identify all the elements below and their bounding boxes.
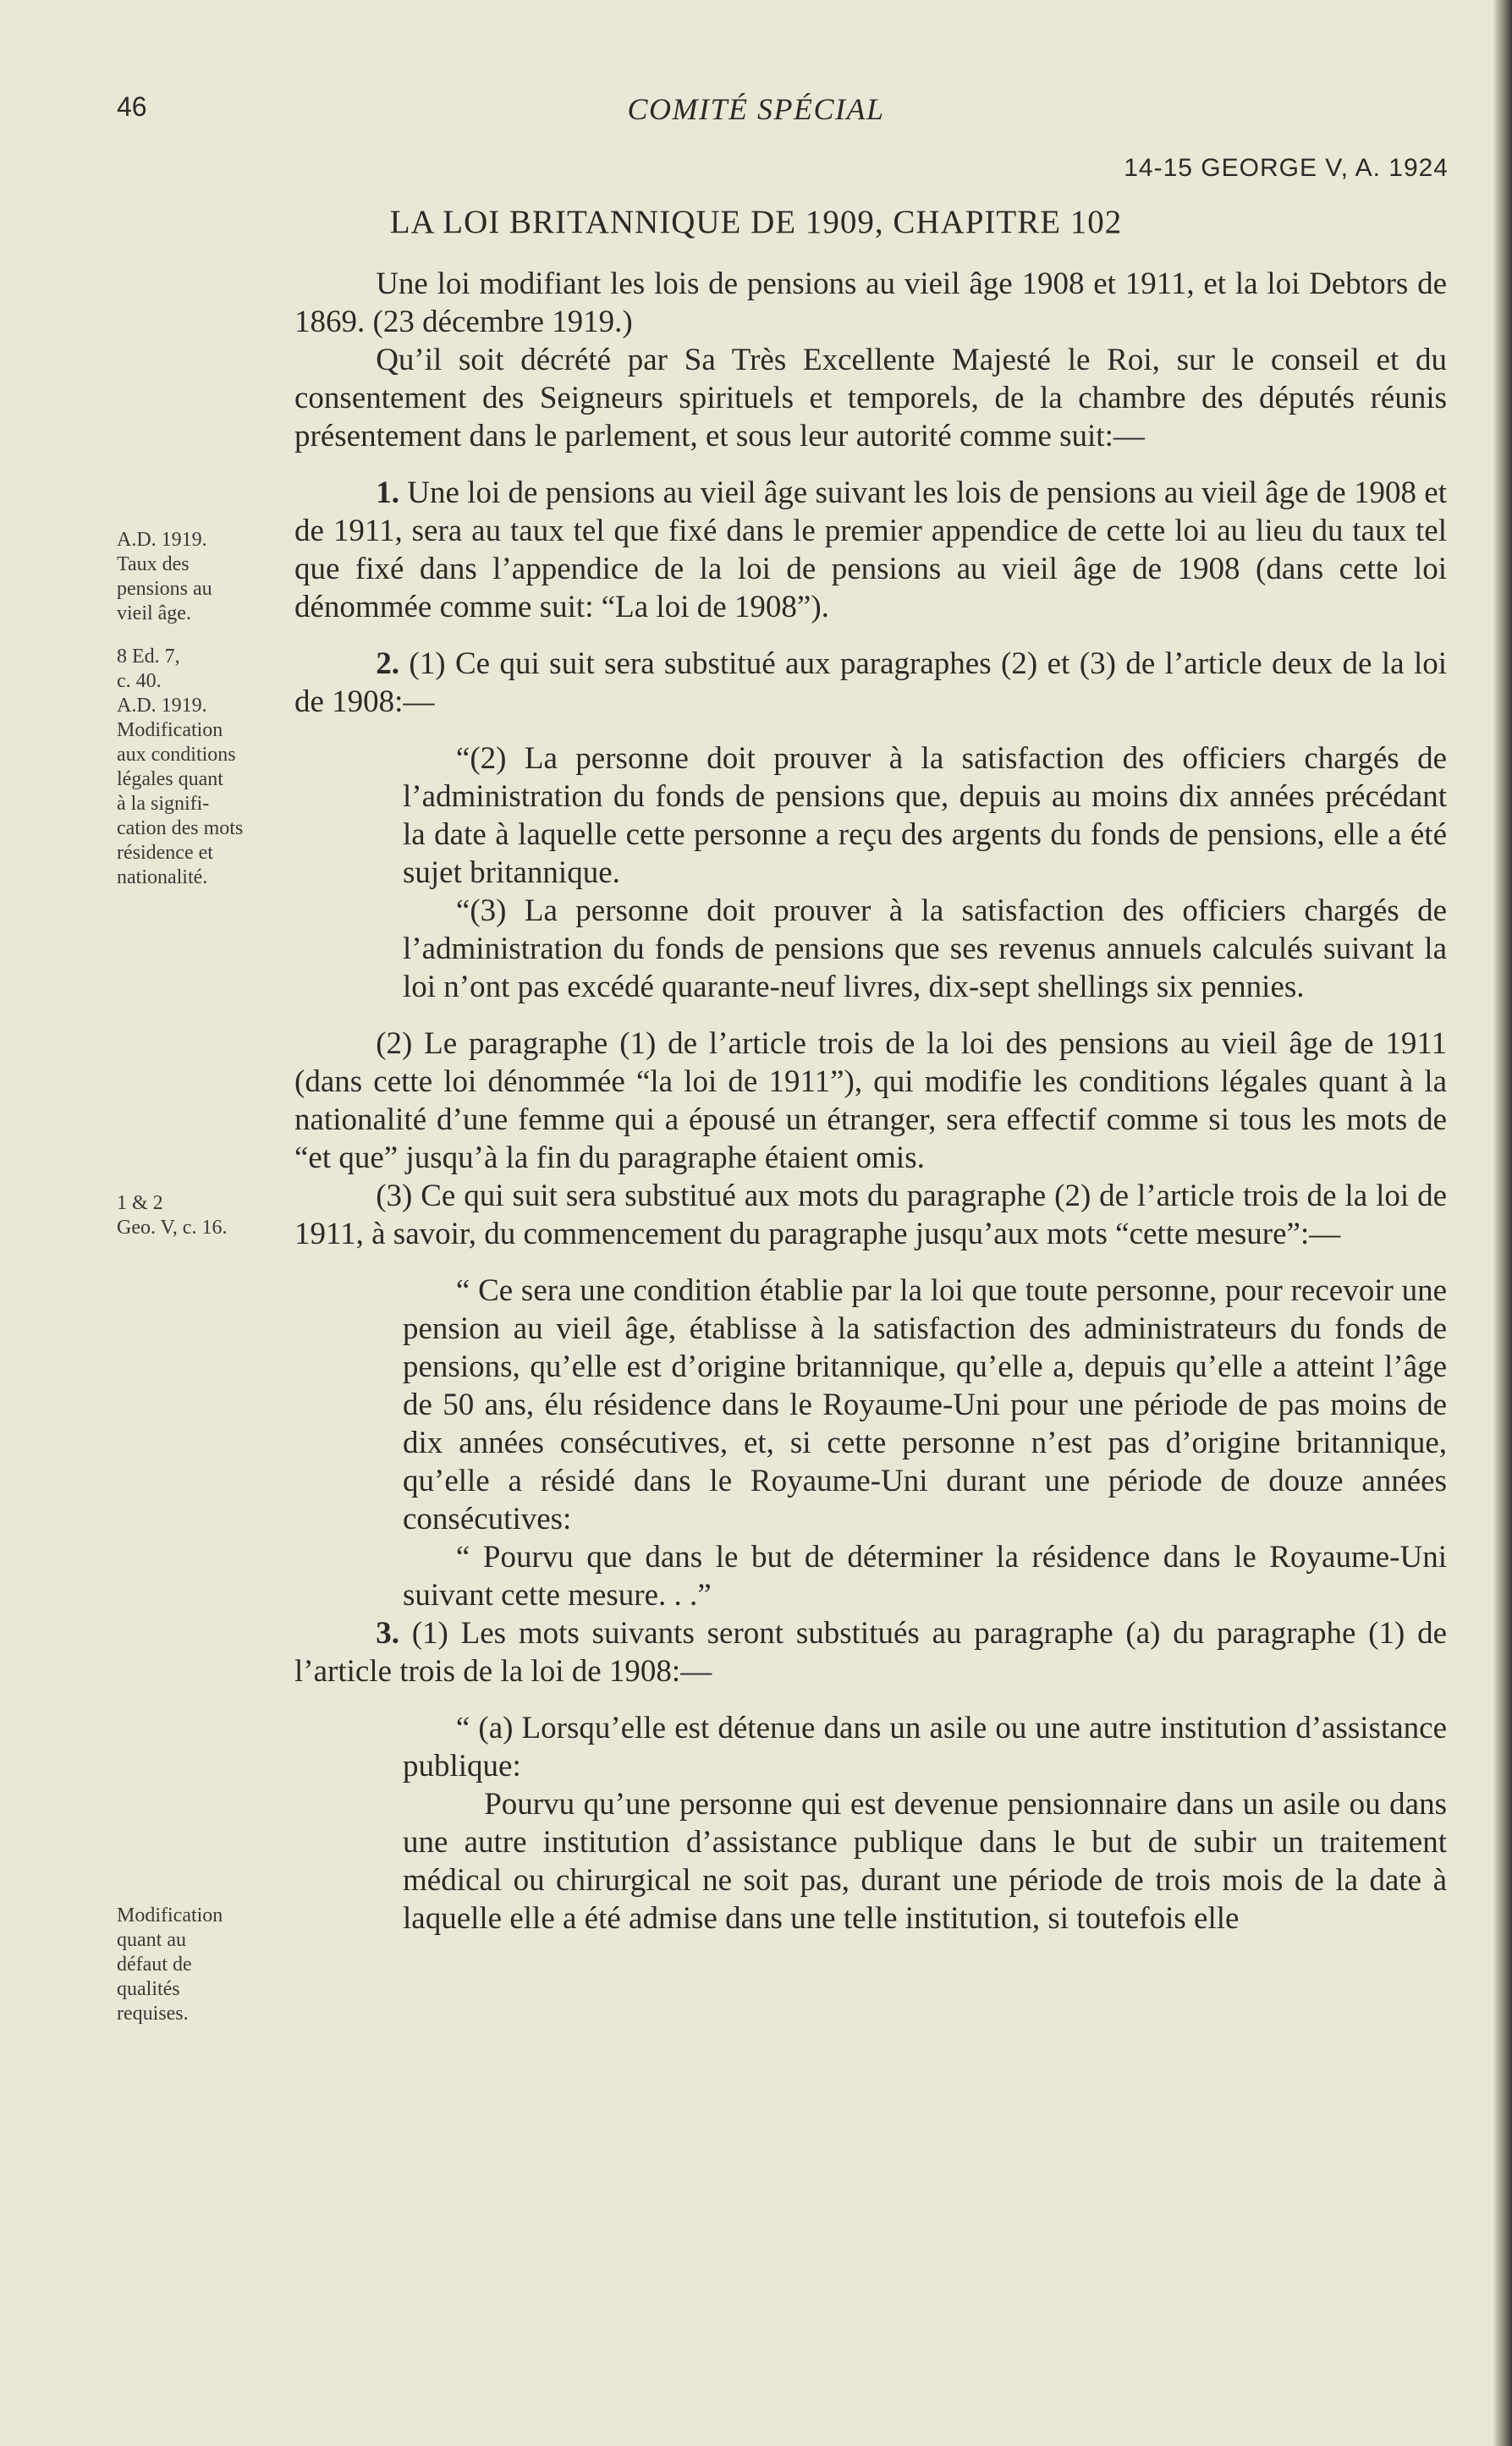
section-2-subsection-2: (2) Le paragraphe (1) de l’article trois de la loi des pensions au vieil âge de 1911 (dans cette loi dénommée “la loi de 1911”), qui modifie les conditions légales quant à la nationalité d’une femme qui a épousé un étranger, sera effectif comme si tous les mots de “et que” jusqu’à la fin du paragraphe étaient omis.: [294, 1026, 1447, 1175]
margin-note-line: quant au: [117, 1929, 186, 1951]
margin-note-line: pensions au: [117, 578, 212, 600]
section-number: 3.: [376, 1616, 399, 1651]
margin-note-line: 1 & 2: [117, 1192, 163, 1214]
margin-note-line: aux conditions: [117, 744, 236, 766]
main-text: [294, 265, 1447, 1938]
margin-note-line: vieil âge.: [117, 602, 191, 624]
margin-note-line: défaut de: [117, 1954, 192, 1976]
running-title: COMITÉ SPÉCIAL: [627, 92, 885, 126]
quoted-proviso-a: Pourvu qu’une personne qui est devenue pensionnaire dans un asile ou dans une autre institution d’assistance publique dans le but de subir un traitement médical ou chirurgical ne soit pas, durant une période de trois mois de la date à laquelle elle a été admise dans une telle institution, si toutefois elle: [403, 1787, 1447, 1936]
page-edge-shadow: [1493, 0, 1512, 2446]
margin-note-line: c. 40.: [117, 670, 162, 692]
section-3: [294, 1614, 1447, 1690]
page-number: 46: [117, 91, 147, 122]
section-3-text: (1) Les mots suivants seront substitués au paragraphe (a) du paragraphe (1) de l’article trois de la loi de 1908:—: [294, 1616, 1447, 1689]
section-2-subsection-3: (3) Ce qui suit sera substitué aux mots du paragraphe (2) de l’article trois de la loi de 1911, à savoir, du commencement du paragraphe jusqu’aux mots “cette mesure”:—: [294, 1179, 1447, 1251]
margin-note-residence-nationality: [117, 645, 294, 890]
law-title: LA LOI BRITANNIQUE DE 1909, CHAPITRE 102: [389, 204, 1123, 240]
quoted-paragraph-a: “ (a) Lorsqu’elle est détenue dans un asile ou une autre institution d’assistance publique:: [403, 1711, 1447, 1784]
margin-note-pension-rates: [117, 528, 294, 626]
quoted-paragraph-3: “(3) La personne doit prouver à la satisfaction des officiers chargés de l’administration du fonds de pensions que ses revenus annuels calculés suivant la loi n’ont pas excédé quarante-neuf livres, dix-sept shellings six pennies.: [403, 893, 1447, 1004]
margin-note-line: 8 Ed. 7,: [117, 646, 180, 668]
quoted-proviso: “ Pourvu que dans le but de déterminer la résidence dans le Royaume-Uni suivant cette mesure. . .”: [403, 1540, 1447, 1613]
margin-note-line: Taux des: [117, 553, 190, 575]
section-2: [294, 645, 1447, 721]
session-reference: 14-15 GEORGE V, A. 1924: [1124, 154, 1449, 182]
quoted-paragraph-2: “(2) La personne doit prouver à la satisfaction des officiers chargés de l’administration du fonds de pensions que, depuis au moins dix années précédant la date à laquelle cette personne a reçu des argents du fonds de pensions, elle a été sujet britannique.: [403, 741, 1447, 890]
section-2-text: (1) Ce qui suit sera substitué aux paragraphes (2) et (3) de l’article deux de la loi de 1908:—: [294, 646, 1448, 719]
margin-note-line: résidence et: [117, 842, 213, 864]
margin-note-line: A.D. 1919.: [117, 529, 207, 551]
quoted-condition: “ Ce sera une condition établie par la loi que toute personne, pour recevoir une pension au vieil âge, établisse à la satisfaction des administrateurs du fonds de pensions, qu’elle est d’origine britannique, qu’elle a, depuis qu’elle a atteint l’âge de 50 ans, élu résidence dans le Royaume-Uni pour une période de pas moins de dix années consécutives, et, si cette personne n’est pas d’origine britannique, qu’elle a résidé dans le Royaume-Uni durant une période de douze années consécutives:: [403, 1273, 1447, 1536]
margin-note-line: Geo. V, c. 16.: [117, 1217, 228, 1239]
margin-note-line: nationalité.: [117, 866, 208, 888]
section-1-text: Une loi de pensions au vieil âge suivant les lois de pensions au vieil âge de 1908 et de 1911, sera au taux tel que fixé dans le premier appendice de cette loi au lieu du taux tel que fixé dans l’appendice de la loi de pensions au vieil âge de 1908 (dans cette loi dénommée comme suit: “La loi de 1908”).: [294, 475, 1448, 624]
margin-note-qualifications: [117, 1904, 294, 2026]
margin-note-line: qualités: [117, 1978, 180, 2000]
section-number: 1.: [376, 475, 399, 510]
preamble-title: Une loi modifiant les lois de pensions au vieil âge 1908 et 1911, et la loi Debtors de 1869. (23 décembre 1919.): [294, 267, 1447, 339]
margin-note-line: A.D. 1919.: [117, 695, 207, 717]
margin-note-line: Modification: [117, 719, 223, 741]
section-1: [294, 474, 1447, 626]
margin-note-line: requises.: [117, 2003, 189, 2025]
margin-note-line: légales quant: [117, 768, 223, 790]
margin-note-geo-v: [117, 1191, 294, 1240]
section-number: 2.: [376, 646, 399, 681]
enacting-clause: Qu’il soit décrété par Sa Très Excellente Majesté le Roi, sur le conseil et du consentement des Seigneurs spirituels et temporels, de la chambre des députés réunis présentement dans le parlement, et sous leur autorité comme suit:—: [294, 343, 1447, 453]
margin-note-line: Modification: [117, 1905, 223, 1927]
margin-note-line: à la signifi-: [117, 793, 210, 815]
margin-note-line: cation des mots: [117, 817, 244, 839]
page-header: [0, 91, 1512, 134]
